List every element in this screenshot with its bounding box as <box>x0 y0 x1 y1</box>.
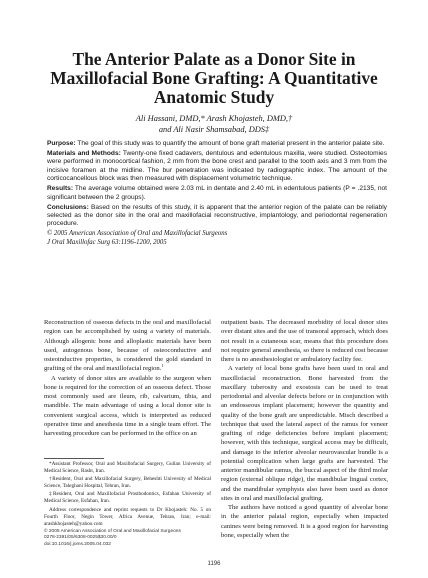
author-list <box>40 113 388 135</box>
footnotes <box>44 461 211 549</box>
footnote-doi[interactable]: doi:10.1016/j.joms.2005.04.032 <box>44 542 111 548</box>
footnote: †Resident, Oral and Maxillofacial Surgery, Beheshti University of Medical Science, Taleghani Hospital, Tehran, Iran. <box>44 476 211 490</box>
body-paragraph: outpatient basis. The decreased morbidity of local donor sites over distant sites and the use of transoral approach, which does not result in a cutaneous scar, means that this procedure does not require general anesthesia, so there is reduced cost because there is no anesthesiologist or ambulatory facility fee. <box>221 319 388 363</box>
footnote: *Assistant Professor, Oral and Maxillofacial Surgery, Gullan University of Medical Science, Rasht, Iran. <box>44 461 211 475</box>
author-line: and Ali Nasir Shamsabad, DDS‡ <box>158 125 270 134</box>
abstract-label: Materials and Methods: <box>47 150 121 157</box>
reference-marker[interactable]: 1 <box>161 363 164 369</box>
body-paragraph: Reconstruction of osseous defects in the oral and maxillofacial region can be accomplished by using a variety of materials. Although allogenic bone and alloplastic materials have been used, autogenous bone, because of osteoconductive and osteoinductive properties, is considered the gold standard in grafting of the oral and maxillofacial region.$^1$ <box>44 319 211 373</box>
article-title: The Anterior Palate as a Donor Site in Maxillofacial Bone Grafting: A Quantitative Anatomic Study <box>50 49 378 107</box>
abstract-text: Twenty-one fixed cadavers, dentulous and edentulous maxilla, were studied. Osteotomies were performed in monocortical fashion, 2 mm from the bone crest and parallel to the tooth axis and 3 mm from the incisive foramen at the midline. The bur penetration was indicated by radiographic index. The amount of the corticocancellous block was then measured with displacement volumetric technique. <box>47 150 387 183</box>
body-column-right <box>221 318 388 540</box>
journal-citation: J Oral Maxillofac Surg 63:1196-1200, 2005 <box>47 238 167 246</box>
abstract-methods <box>47 150 387 184</box>
footnote-copyright: © 2005 American Association of Oral and Maxillofacial Surgeons <box>44 528 181 534</box>
abstract-copyright: © 2005 American Association of Oral and Maxillofacial Surgeons <box>47 230 228 238</box>
body-paragraph: A variety of donor sites are available to the surgeon when bone is required for the correction of an osseous defect. Those most commonly used are ileum, rib, calvarium, tibia, and mandible. The main advantage of using a local donor site is convenient surgical access, which is interpreted as reduced operative time and anesthesia time in a single team effort. The harvesting procedure can be performed in the office on an <box>44 374 211 437</box>
footnote-divider <box>44 458 104 459</box>
abstract-text: The goal of this study was to quantify the amount of bone graft material present in the anterior palate site. <box>77 140 385 147</box>
abstract-label: Results: <box>47 185 74 193</box>
body-column-left <box>44 318 211 438</box>
abstract-label: Purpose: <box>47 140 76 147</box>
abstract-results <box>47 185 387 202</box>
footnote-issn: 0278-2391/05/6308-0025$30.00/0 <box>44 535 117 541</box>
abstract-text: The average volume obtained were 2.03 mL in dentate and 2.40 mL in edentulous patients (P = .2135, not significant between the 2 groups). <box>47 185 387 201</box>
body-paragraph: A variety of local bone grafts have been used in oral and maxillofacial reconstruction. Bone harvested from the maxillary tuberosity and exostosis can be used to treat periodontal and alveolar defects before or in conjunction with an endosseous implant placement; however the quantity and quality of the bone graft are unpredictable. Misch described a technique that used the lateral aspect of the ramus for veneer grafting of ridge deficiencies before implant placement; however, with this technique, surgical access may be difficult, and damage to the inferior alveolar neurovascular bundle is a potential complication when large grafts are harvested. The anterior mandibular ramus, the buccal aspect of the third molar region (external oblique ridge), the mandibular lingual cortex, and the mandibular symphysis also have been used as donor sites in oral and maxillofacial grafting. <box>221 365 388 502</box>
footnote: ‡Resident, Oral and Maxillofacial Prosthodontics, Esfahan University of Medical Science, Esfahan, Iran. <box>44 491 211 505</box>
abstract-label: Conclusions: <box>47 203 89 211</box>
abstract-purpose <box>47 140 387 148</box>
abstract-conclusions <box>47 204 387 229</box>
body-paragraph: The authors have noticed a good quantity of alveolar bone in the anterior palatal region, especially when impacted canines were being removed. It is a good region for harvesting bone, especially when the <box>221 504 388 539</box>
footnote: Address correspondence and reprint requests to Dr Khojasteh: No. 5 on Fourth Floor, Negin Tower, Africa Avenue, Tehran, Iran; e-mail: arashkhojasteh@yahoo.com <box>44 506 211 527</box>
abstract-text: Based on the results of this study, it is apparent that the anterior region of the palate can be reliably selected as the donor site in the oral and maxillofacial reconstructive, implantology, and periodontal regeneration procedure. <box>47 203 387 228</box>
author-line: Ali Hassani, DMD,* Arash Khojasteh, DMD,† <box>135 114 293 123</box>
abstract <box>47 140 387 247</box>
page-number: 1196 <box>207 561 221 567</box>
